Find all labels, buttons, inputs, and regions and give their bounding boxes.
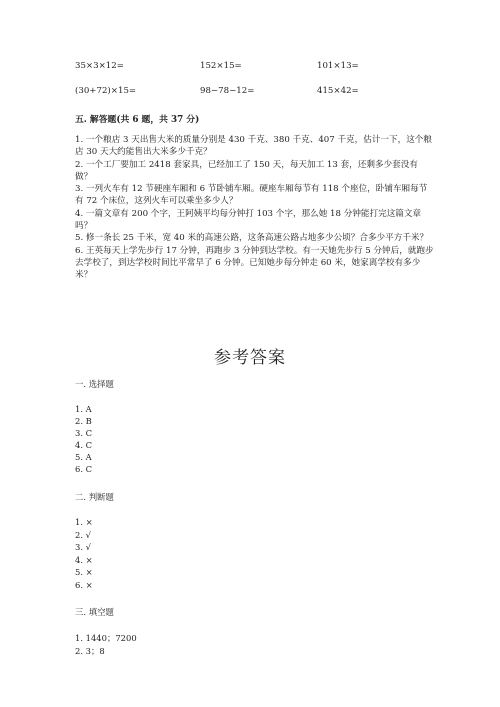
choice-answer: 2. B [75,416,92,426]
fill-title: 三. 填空题 [75,607,114,617]
question-item: 5. 修一条长 25 千米，宽 40 米的高速公路，这条高速公路占地多少公顷？合多少平方千米？ [75,233,429,244]
judge-answer: 4. × [75,555,93,565]
question-item: 2. 一个工厂要加工 2418 套家具，已经加工了 150 天，每天加工 13 套，还剩多少套没有做？ [75,159,418,182]
judge-answer: 5. × [75,567,93,577]
choice-answer: 5. A [75,452,92,462]
question-list [75,134,435,282]
answer-title: 参考答案 [214,348,286,368]
choice-answer: 6. C [75,464,93,474]
calc-r2-c2: 98−78−12= [200,86,255,96]
calc-r2-c1: (30+72)×15= [75,86,137,96]
judge-answer: 6. × [75,580,93,590]
judge-answer: 1. × [75,517,93,527]
judge-title: 二. 判断题 [75,492,114,502]
calc-r1-c2: 152×15= [200,61,242,71]
choice-answer: 1. A [75,404,92,414]
judge-answer: 3. √ [75,542,91,552]
question-item: 4. 一篇文章有 200 个字，王阿姨平均每分钟打 103 个字，那么她 18 分钟能打完这篇文章吗？ [75,208,422,232]
question-item: 1. 一个粮店 3 天出售大米的质量分别是 430 千克、380 千克、407 千克，估计一下，这个粮店 30 天大约能售出大米多少千克？ [75,135,432,158]
fill-answer: 2. 3；8 [75,646,105,656]
calc-r1-c1: 35×3×12= [75,61,124,71]
calc-r1-c3: 101×13= [317,61,359,71]
choice-title: 一. 选择题 [75,379,114,389]
fill-answer: 1. 1440；7200 [75,633,137,643]
choice-answer: 3. C [75,428,93,438]
calc-r2-c3: 415×42= [317,86,359,96]
question-item: 3. 一列火车有 12 节硬座车厢和 6 节卧铺车厢。硬座车厢每节有 118 个座位，卧铺车厢每节有 72 个床位，这列火车可以乘坐多少人？ [75,184,428,207]
choice-answer: 4. C [75,440,93,450]
section-title: 五. 解答题(共 6 题，共 37 分) [75,115,200,125]
judge-answer: 2. √ [75,530,91,540]
question-item: 6. 王英每天上学先步行 17 分钟，再跑步 3 分钟到达学校。有一天她先步行 5 分钟后，就跑步去学校了，到达学校时间比平常早了 6 分钟。已知她步每分钟走 60 米，她家离学校有多少米？ [75,245,434,281]
